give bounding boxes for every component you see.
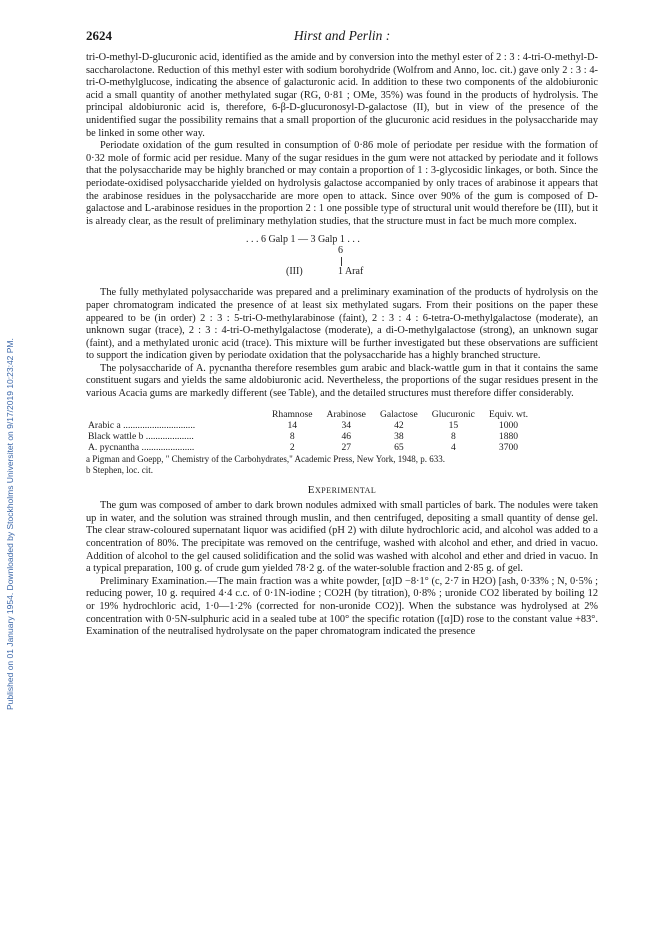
download-watermark: Published on 01 January 1954. Downloaded by Stockholms Universitet on 9/17/2019 10:23:42 PM.: [5, 338, 15, 710]
table-cell: 15: [448, 419, 459, 431]
section-title-experimental: Experimental: [307, 483, 377, 496]
table-row: [88, 442, 535, 453]
paragraph-3: The fully methylated polysaccharide was prepared and a preliminary examination of the products of hydrolysis on the paper chromatogram indicated the presence of at least six methylated sugars. From their positions on the paper these appeared to be (in order) 2 : 3 : 5-tri-O-methylarabinose (faint), 2 : 3 : 4 : 6-tetra-O-methylgalactose (moderate), an unknown sugar (trace), 2 : 3 : 4-tri-O-methylgalactose (moderate), a di-O-methylgalactose (strong), an unknown sugar (faint), and a methylated uronic acid (trace). This mixture will be further investigated but these observations are sufficient to support the indication given by periodate oxidation that the polysaccharide has a highly branched structure.: [86, 287, 598, 362]
column-header: Glucuronic: [431, 408, 475, 420]
column-header: Arabinose: [326, 408, 366, 420]
table-cell: 8: [450, 430, 456, 442]
table-cell: 3700: [498, 441, 519, 453]
table-cell: 65: [394, 441, 404, 453]
page-number: 2624: [86, 28, 112, 43]
table-cell: 42: [394, 419, 404, 431]
paragraph-1: tri-O-methyl-D-glucuronic acid, identified as the amide and by conversion into the methyl ester of 2 : 3 : 4-tri-O-methyl-D-saccharolactone. Reduction of this methyl ester with sodium borohydride (Wolfrom and Anno, loc. cit.) gave only 2 : 3 : 4-tri-O-methylglucose, indicating the absence of galacturonic acid. In addition to these two components of the aldobiuronic acid a small quantity of another methylated sugar (RG, 0·81 ; OMe, 35%) was found in the products of hydrolysis. The principal aldobiuronic acid is, therefore, 6-β-D-glucuronosyl-D-galactose (II), but in view of the presence of the unidentified sugar the possibility remains that a small proportion of the glucuronic acid residues in the polysaccharide may be linked in some other way.: [86, 52, 598, 139]
experimental-paragraph-1: The gum was composed of amber to dark brown nodules admixed with small particles of bark. The nodules were taken up in water, and the solution was strained through muslin, and then centrifuged, depositing a small quantity of dense gel. The clear straw-coloured supernatant liquor was acidified (pH 2) with dilute hydrochloric acid, and alcohol was added to a concentration of 80%. The precipitate was removed on the centrifuge, washed with alcohol and ether, and dried in vacuo. Addition of alcohol to the gel caused solidification and the solid was washed with alcohol and ether and dried in vacuo. In a typical preparation, 100 g. of crude gum yielded 78·2 g. of the water-soluble fraction and 2·85 g. of gel.: [86, 500, 598, 575]
table-cell: 46: [341, 430, 352, 442]
page-header: [86, 30, 598, 52]
table-corner: [88, 409, 265, 420]
table-cell: 8: [289, 430, 295, 442]
table-cell: 4: [450, 441, 456, 453]
structural-formula-III: [86, 232, 598, 280]
row-label: A. pycnantha ......................: [88, 441, 195, 453]
column-header: Equiv. wt.: [488, 408, 529, 420]
row-label: Arabic a ..............................: [88, 419, 196, 431]
table-row: [88, 420, 535, 431]
paragraph-2: Periodate oxidation of the gum resulted in consumption of 0·86 mole of periodate per residue with the formation of 0·32 mole of formic acid per residue. Many of the sugar residues in the gum were not attacked by periodate and it follows that the polysaccharide may be highly branched or may contain a proportion of 1 : 3-glycosidic linkages, or both. Since the periodate-oxidised polysaccharide yielded on hydrolysis galactose accompanied by only traces of arabinose it appears that the arabinose residues in the polysaccharide are more open to attack. Since over 90% of the gum is composed of D-galactose and L-arabinose residues in the proportion 2 : 1 one possible type of structural unit would therefore be (III), but it is already clear, as the result of preliminary methylation studies, that the structure must in fact be much more complex.: [86, 140, 598, 227]
running-head: Hirst and Perlin :: [293, 28, 391, 43]
experimental-paragraph-2: Preliminary Examination.—The main fraction was a white powder, [α]D −8·1° (c, 2·7 in H2O) [ash, 0·33% ; N, 0·5% ; reducing power, 10 g. required 4·4 c.c. of 0·1N-iodine ; CO2H (by titration), 0·8% ; uronide CO2 liberated by boiling 12 or 19% hydrochloric acid, 1·0—1·2% (corrected for non-uronide CO2)]. When the substance was hydrolysed at 2% concentration with 0·5N-sulphuric acid in a sealed tube at 100° the specific rotation ([α]D) rose to the constant value +83°. Examination of the neutralised hydrolysate on the paper chromatogram indicated the presence: [86, 575, 598, 638]
column-header: Galactose: [379, 408, 418, 420]
paragraph-4: The polysaccharide of A. pycnantha therefore resembles gum arabic and black-wattle gum in that it contains the same constituent sugars and yields the same aldobiuronic acid. Nevertheless, the proportions of the sugar residues present in the various Acacia gums are markedly different (see Table), and the detailed structures must therefore differ considerably.: [86, 362, 598, 400]
table-footnote-a: a Pigman and Goepp, " Chemistry of the Carbohydrates," Academic Press, New York, 1948, p. 633.: [86, 453, 446, 464]
page-body: [86, 30, 598, 639]
table-header-row: [88, 409, 535, 420]
table-footnote-b: b Stephen, loc. cit.: [86, 464, 153, 475]
row-label: Black wattle b ....................: [88, 430, 194, 442]
formula-label: (III): [286, 266, 303, 278]
table-cell: 34: [341, 419, 352, 431]
table-cell: 14: [287, 419, 298, 431]
formula-branch-sugar: 1 Araf: [338, 266, 364, 278]
formula-branch-bond: [341, 257, 342, 266]
table-row: [88, 431, 535, 442]
column-header: Rhamnose: [272, 408, 313, 420]
table-cell: 27: [341, 441, 352, 453]
sugar-composition-table: [88, 409, 535, 453]
formula-main-chain: . . . 6 Galp 1 — 3 Galp 1 . . .: [246, 234, 360, 246]
table-cell: 2: [289, 441, 295, 453]
table-cell: 1880: [498, 430, 519, 442]
table-cell: 1000: [498, 419, 519, 431]
table-cell: 38: [394, 430, 404, 442]
formula-branch-position: 6: [338, 245, 343, 257]
